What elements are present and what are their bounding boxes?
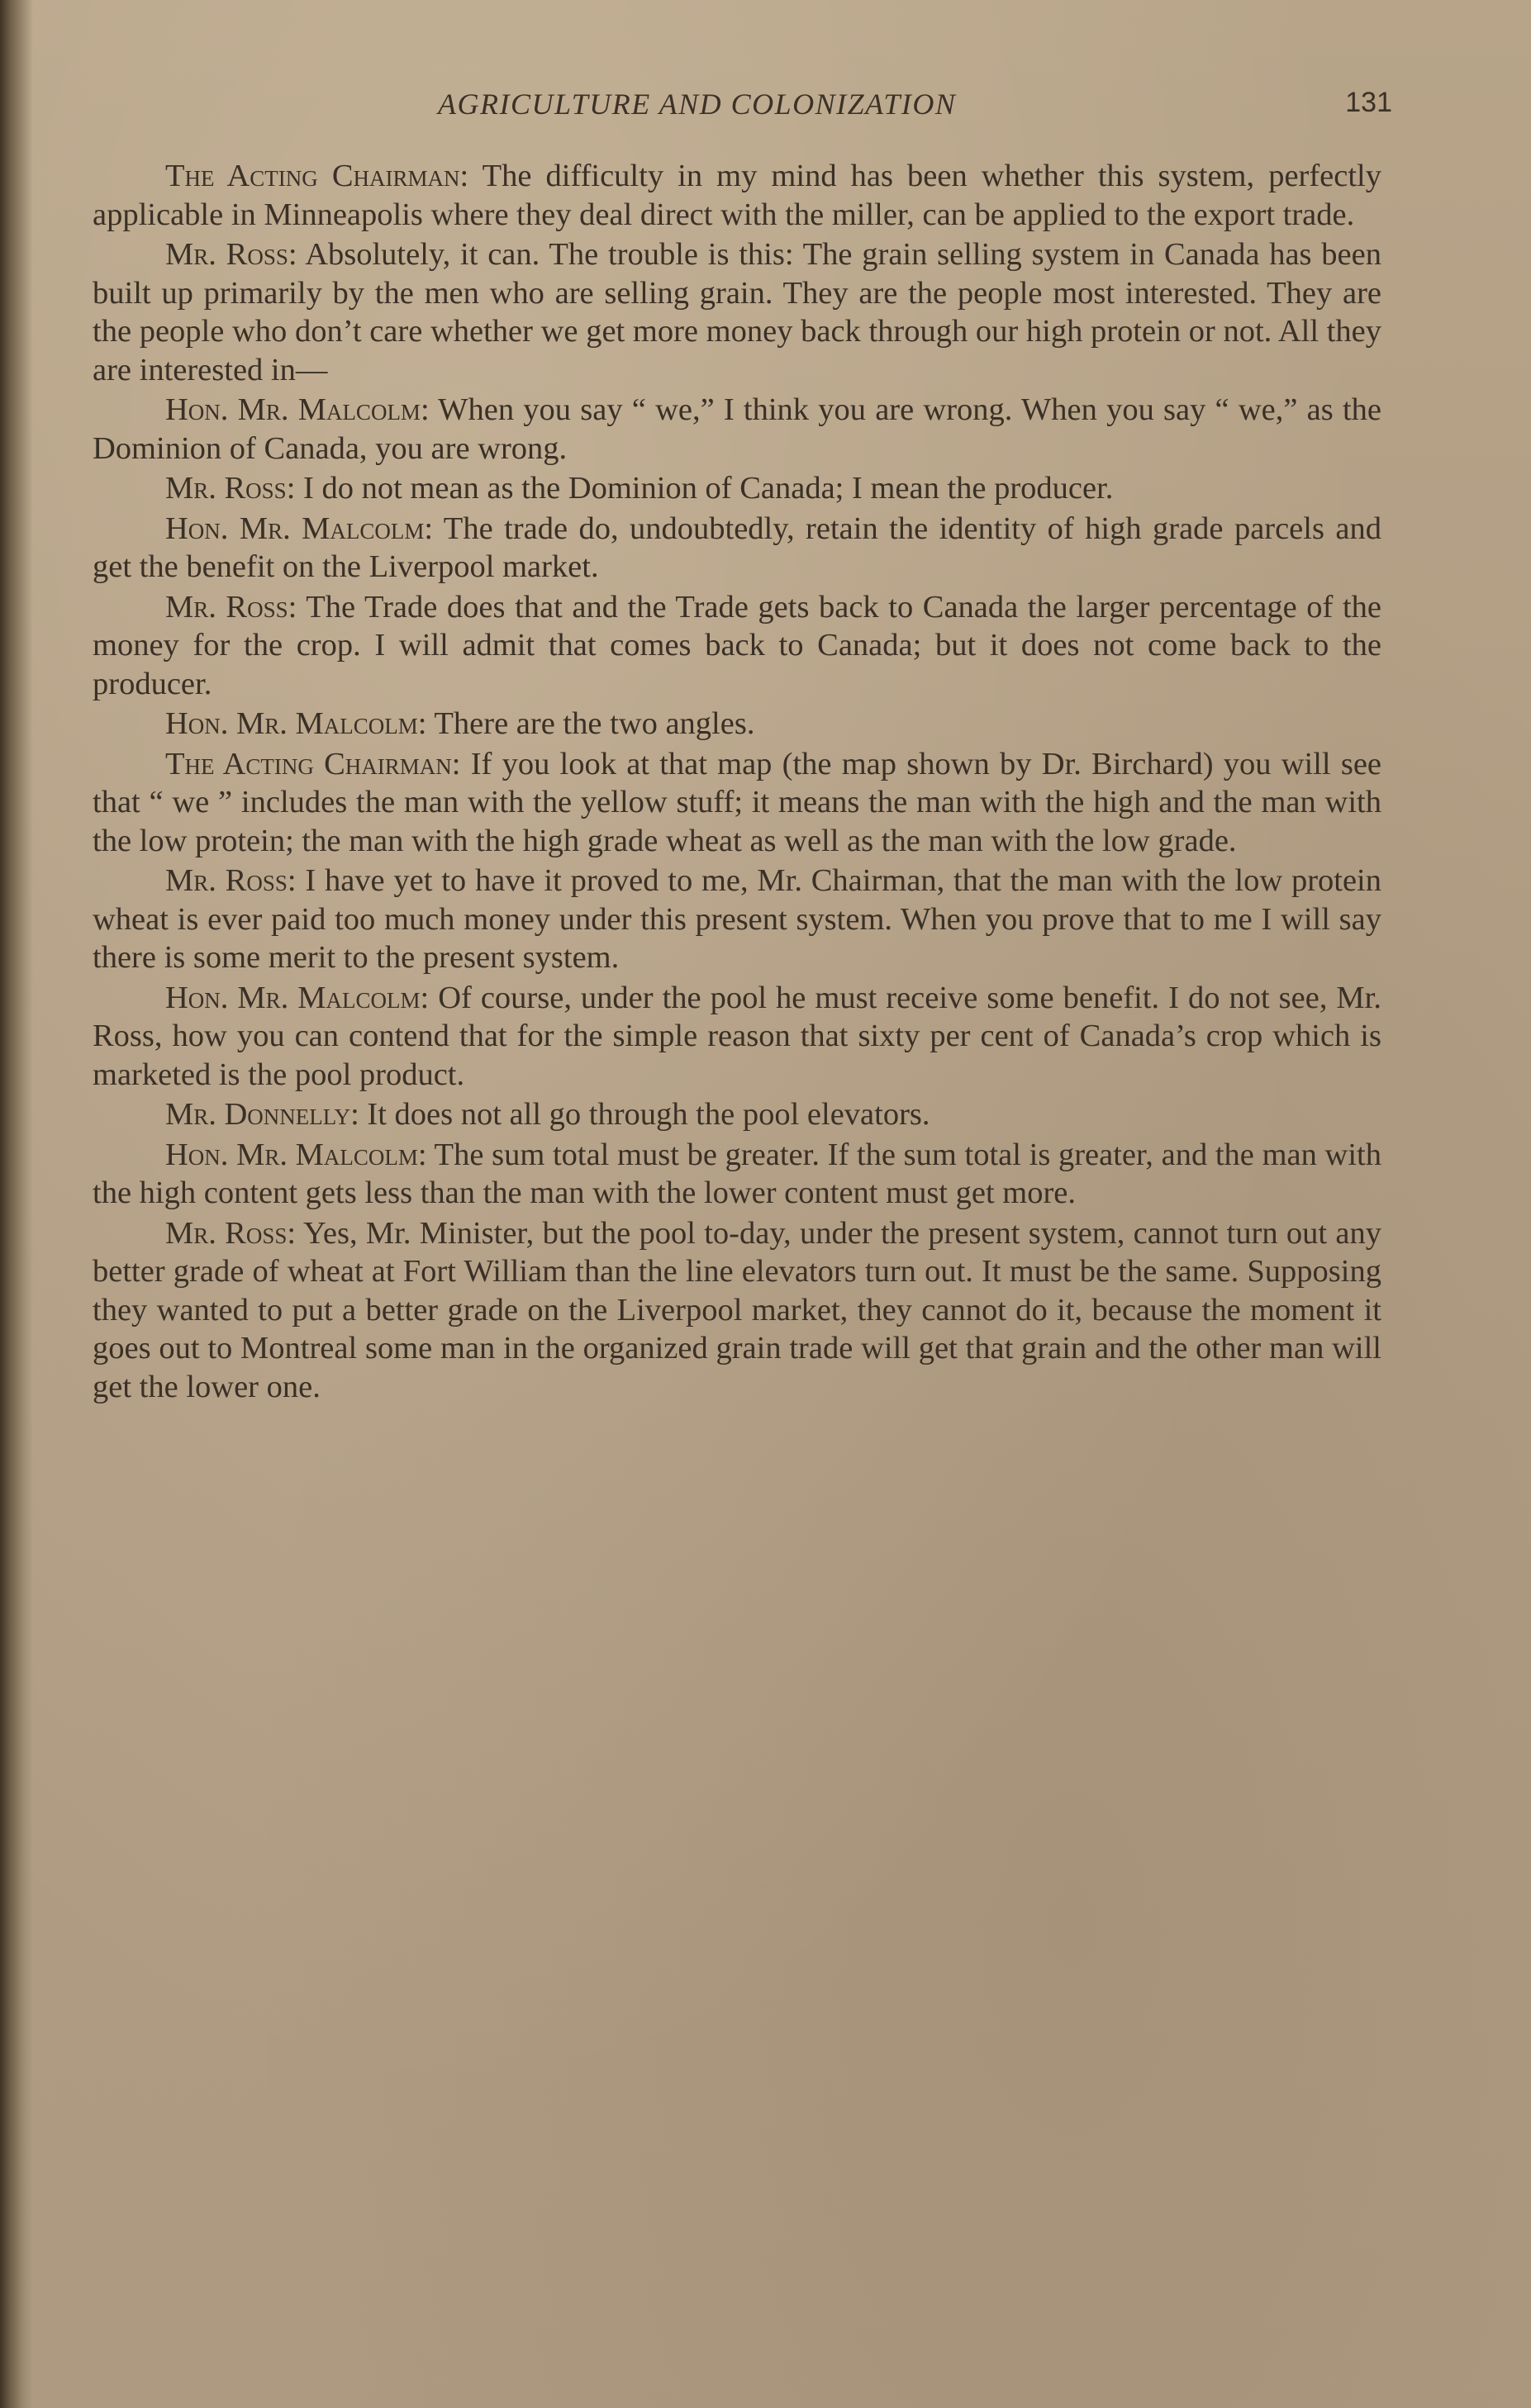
- speech-text: There are the two angles.: [426, 706, 755, 741]
- paragraph-4: [93, 469, 1381, 508]
- paragraph-8: [93, 745, 1381, 861]
- speaker-name: Mr. Ross:: [165, 863, 297, 898]
- speech-text: I do not mean as the Dominion of Canada; I mean the producer.: [295, 471, 1114, 506]
- paragraph-1: [93, 157, 1381, 234]
- speech-text: When you say “ we,” I think you are wrong. When you say “ we,” as the Dominion of Canada, you are wrong.: [93, 392, 1381, 466]
- speech-text: Of course, under the pool he must receive some benefit. I do not see, Mr. Ross, how you can contend that for the simple reason that sixty per cent of Canada’s crop which is marketed is the pool product.: [93, 980, 1381, 1092]
- page-number: 131: [1345, 87, 1392, 118]
- paragraph-6: [93, 588, 1381, 704]
- paragraph-13: [93, 1214, 1381, 1407]
- speaker-name: Hon. Mr. Malcolm:: [165, 980, 430, 1015]
- speaker-name: Hon. Mr. Malcolm:: [165, 511, 434, 546]
- speaker-name: Mr. Ross:: [165, 471, 296, 506]
- speech-text: The Trade does that and the Trade gets back to Canada the larger percentage of the money for the crop. I will admit that comes back to Canada; but it does not come back to the producer.: [93, 589, 1381, 701]
- speaker-name: Hon. Mr. Malcolm:: [165, 1137, 427, 1172]
- paragraph-10: [93, 979, 1381, 1095]
- paragraph-5: [93, 510, 1381, 587]
- speaker-name: The Acting Chairman:: [165, 159, 469, 193]
- speech-text: It does not all go through the pool elevators.: [359, 1097, 930, 1132]
- transcript-body: [93, 157, 1381, 1408]
- speaker-name: Hon. Mr. Malcolm:: [165, 392, 430, 427]
- speaker-name: Mr. Ross:: [165, 1215, 297, 1251]
- paragraph-11: [93, 1095, 1381, 1134]
- speaker-name: Mr. Donnelly:: [165, 1097, 359, 1132]
- paragraph-3: [93, 391, 1381, 468]
- paragraph-7: [93, 705, 1381, 743]
- speech-text: The trade do, undoubtedly, retain the identity of high grade parcels and get the benefit on the Liverpool market.: [93, 511, 1381, 584]
- paragraph-2: [93, 235, 1381, 389]
- speaker-name: The Acting Chairman:: [165, 746, 461, 781]
- paragraph-9: [93, 862, 1381, 977]
- paragraph-12: [93, 1136, 1381, 1213]
- speech-text: Absolutely, it can. The trouble is this: The grain selling system in Canada has been built up primarily by the men who are selling grain. They are the people most interested. They are the people who don’t care whether we get more money back through our high protein or not. All they are interested in—: [93, 237, 1381, 387]
- speaker-name: Hon. Mr. Malcolm:: [165, 706, 427, 741]
- speech-text: The difficulty in my mind has been whether this system, perfectly applicable in Minneapolis where they deal direct with the miller, can be applied to the export trade.: [93, 159, 1381, 232]
- speaker-name: Mr. Ross:: [165, 589, 297, 625]
- speaker-name: Mr. Ross:: [165, 237, 297, 272]
- speech-text: I have yet to have it proved to me, Mr. Chairman, that the man with the low protein wheat is ever paid too much money under this present system. When you prove that to me I will say there is some merit to the present system.: [93, 863, 1381, 975]
- running-head: AGRICULTURE AND COLONIZATION: [438, 88, 957, 121]
- page-header: [91, 87, 1392, 136]
- speech-text: The sum total must be greater. If the sum total is greater, and the man with the high content gets less than the man with the lower content must get more.: [93, 1137, 1381, 1210]
- speech-text: Yes, Mr. Minister, but the pool to-day, under the present system, cannot turn out any better grade of wheat at Fort William than the line elevators turn out. It must be the same. Supposing they wanted to put a better grade on the Liverpool market, they cannot do it, because the moment it goes out to Montreal some man in the organized grain trade will get that grain and the other man will get the lower one.: [93, 1215, 1381, 1404]
- book-spine-shadow: [0, 0, 33, 2408]
- speech-text: If you look at that map (the map shown by Dr. Birchard) you will see that “ we ” includes the man with the yellow stuff; it means the man with the high and the man with the low protein; the man with the high grade wheat as well as the man with the low grade.: [93, 746, 1381, 858]
